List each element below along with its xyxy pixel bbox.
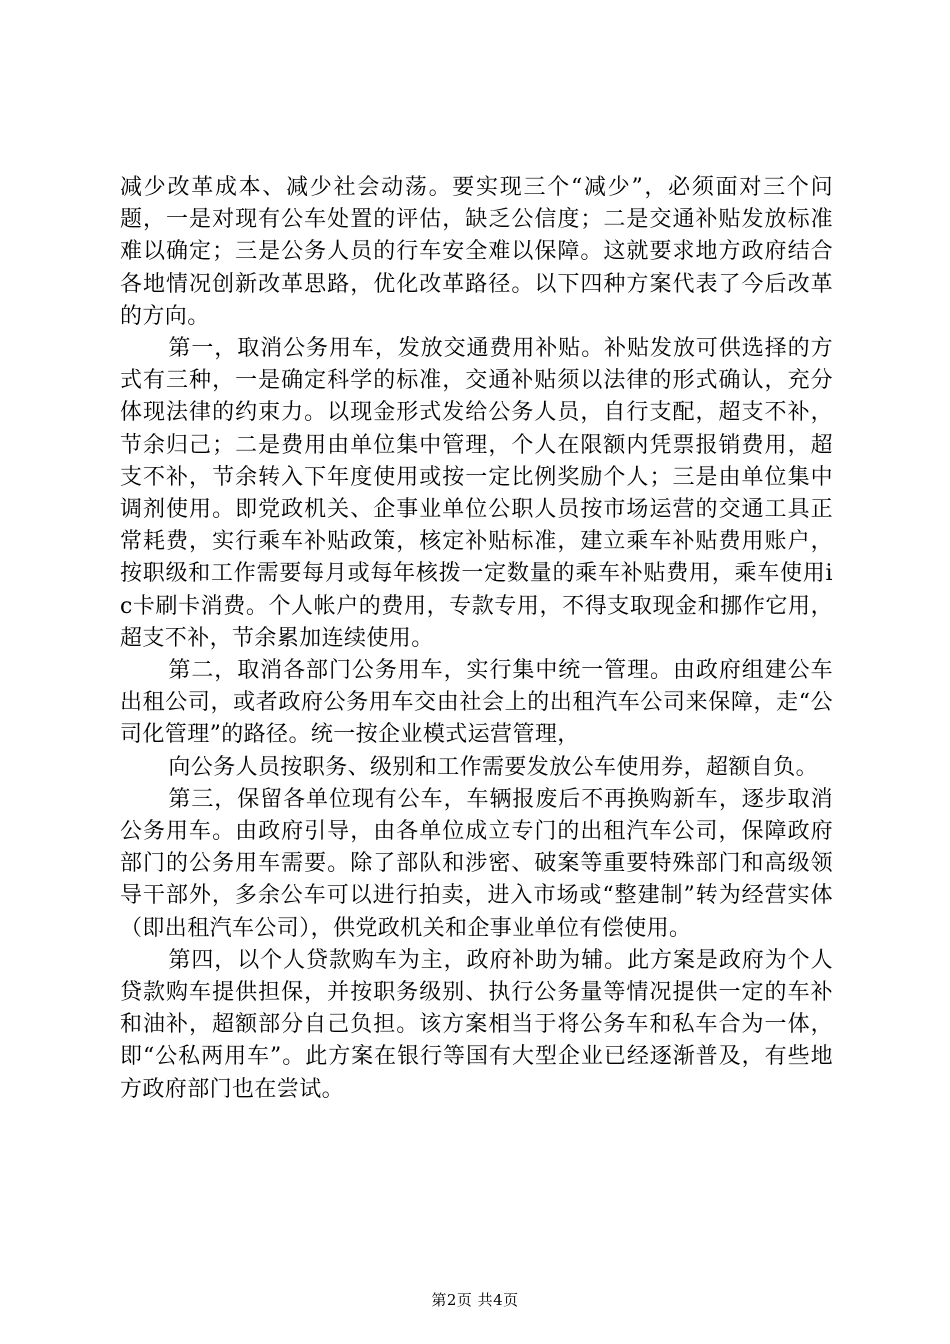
page-number-footer: 第2页 共4页 xyxy=(431,1291,519,1309)
document-body xyxy=(120,172,833,1106)
paragraph-6: 第四，以个人贷款购车为主，政府补助为辅。此方案是政府为个人贷款购车提供担保，并按职务级别、执行公务量等情况提供一定的车补和油补，超额部分自己负担。该方案相当于将公务车和私车合为一体，即“公私两用车”。此方案在银行等国有大型企业已经逐渐普及，有些地方政府部门也在尝试。 xyxy=(120,947,833,1102)
paragraph-2: 第一，取消公务用车，发放交通费用补贴。补贴发放可供选择的方式有三种，一是确定科学的标准，交通补贴须以法律的形式确认，充分体现法律的约束力。以现金形式发给公务人员，自行支配，超支不补，节余归己；二是费用由单位集中管理，个人在限额内凭票报销费用，超支不补，节余转入下年度使用或按一定比例奖励个人；三是由单位集中调剂使用。即党政机关、企事业单位公职人员按市场运营的交通工具正常耗费，实行乘车补贴政策，核定补贴标准，建立乘车补贴费用账户，按职级和工作需要每月或每年核拨一定数量的乘车补贴费用，乘车使用ic卡刷卡消费。个人帐户的费用，专款专用，不得支取现金和挪作它用，超支不补，节余累加连续使用。 xyxy=(120,336,833,651)
paragraph-4: 向公务人员按职务、级别和工作需要发放公车使用券，超额自负。 xyxy=(168,754,818,780)
paragraph-3: 第二，取消各部门公务用车，实行集中统一管理。由政府组建公车出租公司，或者政府公务用车交由社会上的出租汽车公司来保障，走“公司化管理”的路径。统一按企业模式运营管理， xyxy=(120,658,833,748)
paragraph-5: 第三，保留各单位现有公车，车辆报废后不再换购新车，逐步取消公务用车。由政府引导，由各单位成立专门的出租汽车公司，保障政府部门的公务用车需要。除了部队和涉密、破案等重要特殊部门和高级领导干部外，多余公车可以进行拍卖，进入市场或“整建制”转为经营实体（即出租汽车公司），供党政机关和企事业单位有偿使用。 xyxy=(120,786,833,941)
paragraph-1: 减少改革成本、减少社会动荡。要实现三个“减少”，必须面对三个问题，一是对现有公车处置的评估，缺乏公信度；二是交通补贴发放标准难以确定；三是公务人员的行车安全难以保障。这就要求地方政府结合各地情况创新改革思路，优化改革路径。以下四种方案代表了今后改革的方向。 xyxy=(120,175,833,329)
